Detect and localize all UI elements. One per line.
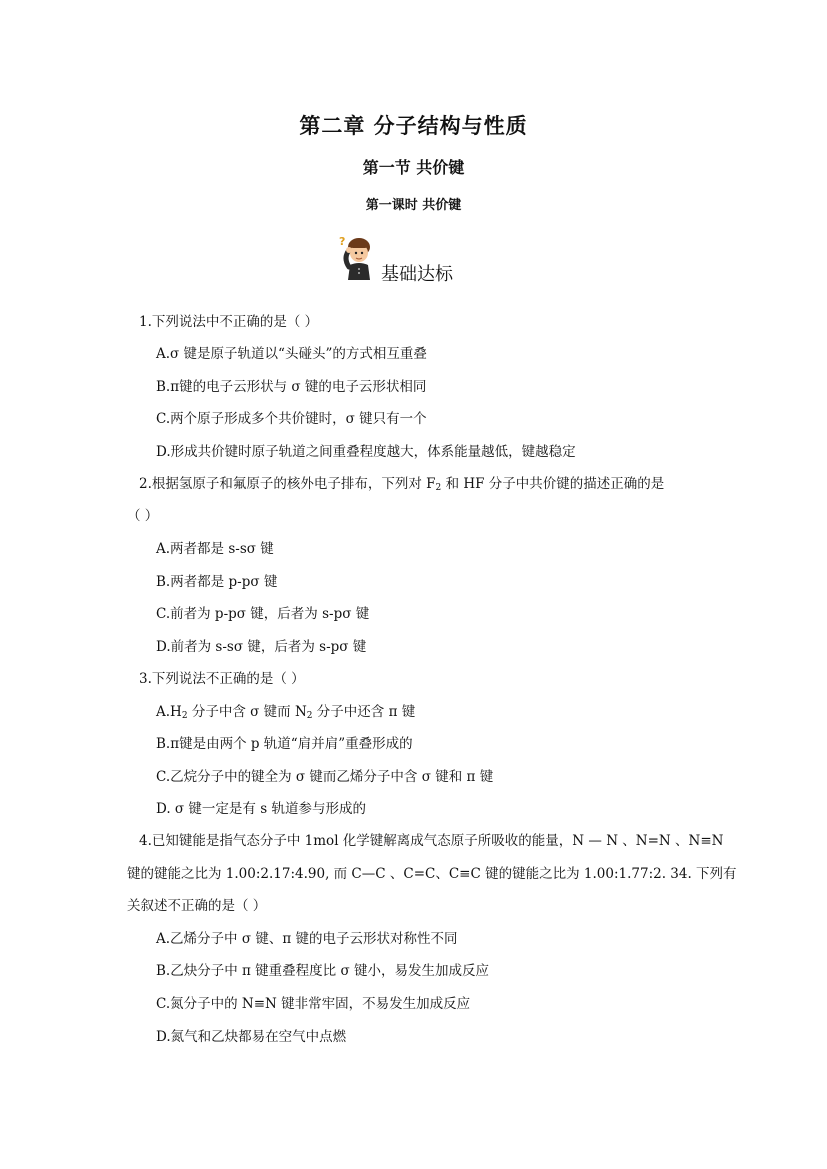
question-2-stem — [139, 474, 664, 498]
question-3-option-a — [156, 702, 415, 726]
question-2-stem-part-a: 2.根据氢原子和氟原子的核外电子排布，下列对 F — [139, 476, 436, 492]
question-1-option-b: B.π键的电子云形状与 σ 键的电子云形状相同 — [156, 379, 427, 395]
question-1-option-c: C.两个原子形成多个共价键时，σ 键只有一个 — [156, 411, 427, 427]
thinking-boy-icon — [337, 234, 379, 284]
question-3-option-a-part-3: 分子中还含 π 键 — [312, 704, 416, 720]
question-4-option-d: D.氮气和乙炔都易在空气中点燃 — [156, 1029, 347, 1045]
question-2-stem-continuation: （ ） — [127, 508, 159, 524]
question-4-option-c: C.氮分子中的 N≡N 键非常牢固，不易发生加成反应 — [156, 996, 471, 1012]
svg-text:?: ? — [339, 235, 346, 248]
question-4-option-a: A.乙烯分子中 σ 键、π 键的电子云形状对称性不同 — [156, 931, 458, 947]
section-title: 第一节 共价键 — [362, 158, 465, 177]
question-1-option-a: A.σ 键是原子轨道以“头碰头”的方式相互重叠 — [156, 346, 427, 362]
question-3-option-d: D. σ 键一定是有 s 轨道参与形成的 — [156, 801, 366, 817]
question-2-option-c: C.前者为 p-pσ 键，后者为 s-pσ 键 — [156, 606, 370, 622]
question-3-option-a-subscript-1: 2 — [181, 711, 188, 721]
question-2-stem-part-b: 和 HF 分子中共价键的描述正确的是 — [441, 476, 665, 492]
question-1-stem: 1.下列说法中不正确的是（ ） — [139, 314, 319, 330]
badge-label: 基础达标 — [381, 264, 453, 285]
basic-practice-badge — [337, 234, 477, 284]
chapter-title: 第二章 分子结构与性质 — [299, 113, 528, 138]
question-1-option-d: D.形成共价键时原子轨道之间重叠程度越大，体系能量越低，键越稳定 — [156, 444, 576, 460]
question-4-stem-line-1: 4.已知键能是指气态分子中 1mol 化学键解离成气态原子所吸收的能量，N — N 、N=N 、N≡N — [139, 833, 724, 849]
question-3-option-a-part-2: 分子中含 σ 键而 N — [187, 704, 307, 720]
question-3-option-a-subscript-2: 2 — [306, 711, 313, 721]
question-2-option-b: B.两者都是 p-pσ 键 — [156, 574, 278, 590]
question-2-option-a: A.两者都是 s-sσ 键 — [156, 541, 274, 557]
question-3-option-a-part-1: A.H — [156, 704, 182, 720]
question-3-option-c: C.乙烷分子中的键全为 σ 键而乙烯分子中含 σ 键和 π 键 — [156, 769, 494, 785]
question-4-option-b: B.乙炔分子中 π 键重叠程度比 σ 键小，易发生加成反应 — [156, 963, 489, 979]
question-2-stem-subscript: 2 — [435, 483, 442, 493]
question-4-stem-line-2: 键的键能之比为 1.00:2.17:4.90, 而 C—C 、C=C、C≡C 键的键能之比为 1.00:1.77:2. 34. 下列有 — [127, 866, 737, 882]
question-2-option-d: D.前者为 s-sσ 键，后者为 s-pσ 键 — [156, 639, 367, 655]
question-3-stem: 3.下列说法不正确的是（ ） — [139, 671, 305, 687]
question-3-option-b: B.π键是由两个 p 轨道“肩并肩”重叠形成的 — [156, 736, 413, 752]
lesson-title: 第一课时 共价键 — [365, 198, 462, 213]
question-4-stem-line-3: 关叙述不正确的是（ ） — [127, 898, 267, 914]
